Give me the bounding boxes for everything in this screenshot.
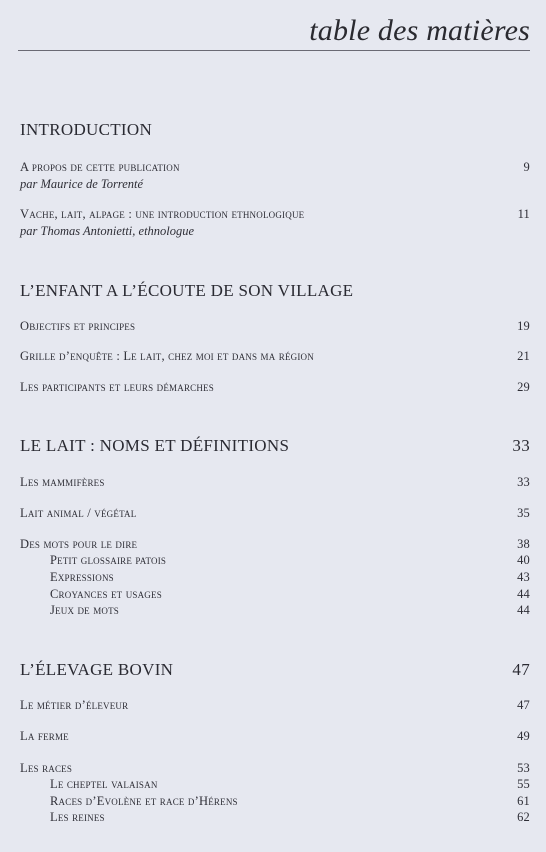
entry-author: par Thomas Antonietti, ethnologue: [20, 224, 195, 238]
entry-label: Croyances et usages: [50, 587, 162, 601]
toc-entry[interactable]: [20, 761, 530, 776]
entry-page-number: 53: [517, 761, 530, 775]
entry-page-number: 61: [517, 794, 530, 808]
page-title: table des matières: [309, 14, 530, 47]
entry-page-number: 19: [517, 319, 530, 333]
toc-subentry[interactable]: [50, 603, 530, 618]
toc-entry[interactable]: [20, 160, 530, 175]
entry-label: Petit glossaire patois: [50, 553, 167, 567]
section-title: L’ENFANT A L’ÉCOUTE DE SON VILLAGE: [20, 281, 354, 300]
section-title: L’ÉLEVAGE BOVIN: [20, 660, 174, 679]
section-heading-elevage: [20, 660, 530, 680]
toc-entry[interactable]: [20, 698, 530, 713]
section-heading-lait: [20, 436, 530, 456]
entry-page-number: 55: [517, 777, 530, 791]
entry-label: Expressions: [50, 570, 114, 584]
entry-label: Le cheptel valaisan: [50, 777, 158, 791]
toc-entry[interactable]: [20, 729, 530, 744]
entry-page-number: 38: [517, 537, 530, 551]
entry-label: Les reines: [50, 810, 105, 824]
title-divider: [18, 50, 530, 51]
entry-label: Vache, lait, alpage : une introduction ethnologique: [20, 207, 305, 221]
entry-page-number: 49: [517, 729, 530, 743]
toc-entry[interactable]: [20, 349, 530, 364]
toc-subentry[interactable]: [50, 570, 530, 585]
toc-entry[interactable]: [20, 537, 530, 552]
entry-author: par Maurice de Torrenté: [20, 177, 144, 191]
entry-label: La ferme: [20, 729, 69, 743]
entry-label: Le métier d’éleveur: [20, 698, 129, 712]
toc-subentry[interactable]: [50, 553, 530, 568]
entry-page-number: 43: [517, 570, 530, 584]
entry-label: Grille d’enquête : Le lait, chez moi et dans ma région: [20, 349, 314, 363]
toc-subentry[interactable]: [50, 777, 530, 792]
section-title: INTRODUCTION: [20, 120, 153, 139]
entry-label: Jeux de mots: [50, 603, 120, 617]
toc-subentry[interactable]: [50, 587, 530, 602]
section-page-number: 33: [512, 436, 530, 455]
toc-entry[interactable]: [20, 475, 530, 490]
section-heading-enfant: [20, 281, 530, 301]
entry-label: Races d’Evolène et race d’Hérens: [50, 794, 238, 808]
toc-entry[interactable]: [20, 207, 530, 222]
entry-page-number: 9: [523, 160, 530, 174]
entry-page-number: 62: [517, 810, 530, 824]
entry-page-number: 29: [517, 380, 530, 394]
entry-page-number: 47: [517, 698, 530, 712]
section-heading-introduction: [20, 120, 530, 140]
entry-label: Les participants et leurs démarches: [20, 380, 214, 394]
entry-label: A propos de cette publication: [20, 160, 180, 174]
entry-page-number: 40: [517, 553, 530, 567]
toc-subentry[interactable]: [50, 810, 530, 825]
section-title: LE LAIT : NOMS ET DÉFINITIONS: [20, 436, 290, 455]
entry-page-number: 35: [517, 506, 530, 520]
entry-page-number: 44: [517, 603, 530, 617]
entry-page-number: 44: [517, 587, 530, 601]
toc-entry[interactable]: [20, 506, 530, 521]
entry-page-number: 21: [517, 349, 530, 363]
toc-entry[interactable]: [20, 380, 530, 395]
toc-subentry[interactable]: [50, 794, 530, 809]
entry-label: Lait animal / végétal: [20, 506, 137, 520]
entry-page-number: 11: [517, 207, 530, 221]
toc-entry[interactable]: [20, 319, 530, 334]
entry-label: Des mots pour le dire: [20, 537, 138, 551]
entry-page-number: 33: [517, 475, 530, 489]
entry-label: Objectifs et principes: [20, 319, 136, 333]
entry-label: Les mammifères: [20, 475, 105, 489]
section-page-number: 47: [512, 660, 530, 679]
entry-label: Les races: [20, 761, 73, 775]
